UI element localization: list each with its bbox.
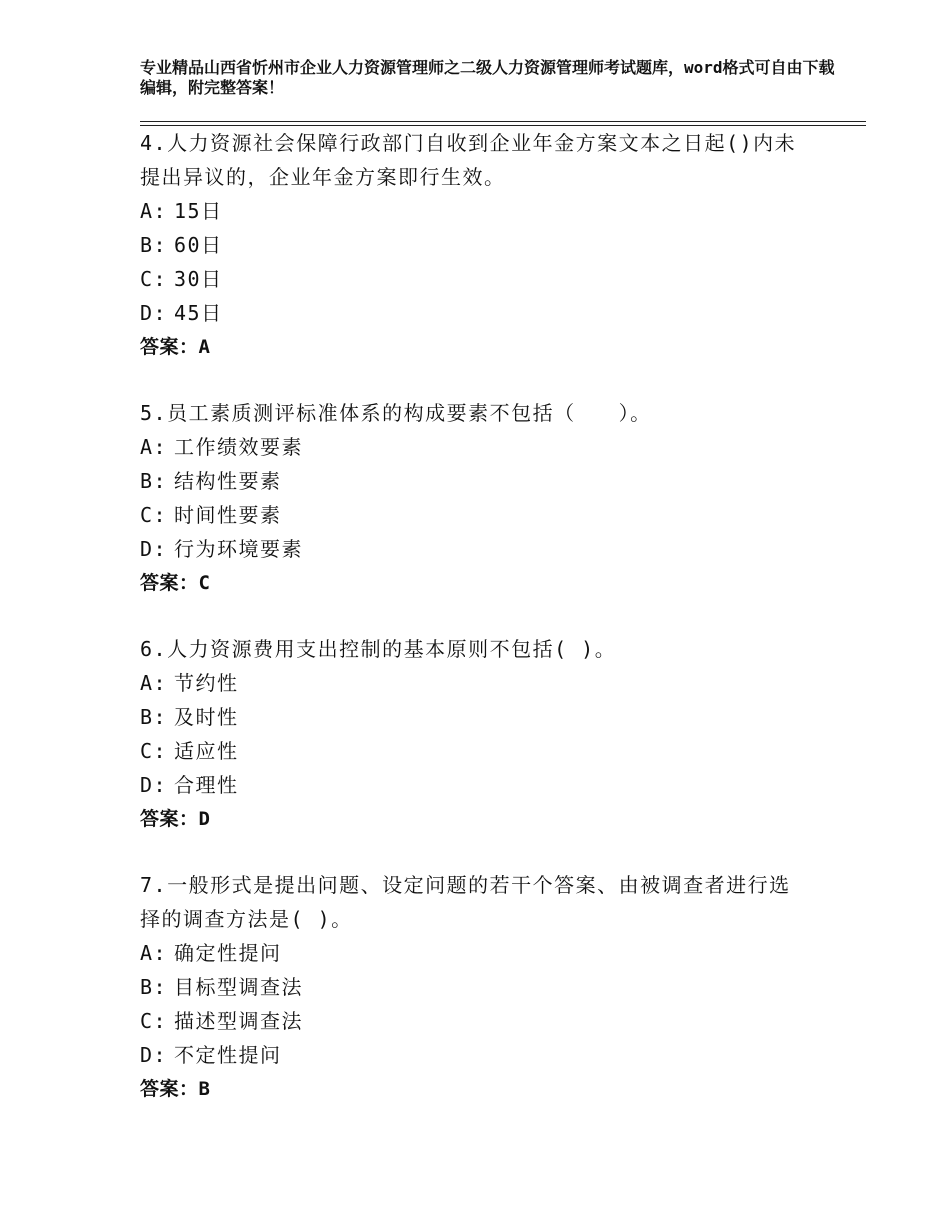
option-text: 30日 — [174, 267, 223, 291]
option-letter: D: — [140, 301, 168, 325]
option-d — [140, 1038, 810, 1072]
option-text: 15日 — [174, 199, 223, 223]
option-text: 60日 — [174, 233, 223, 257]
answer-label: 答案： — [140, 336, 199, 358]
option-a — [140, 666, 810, 700]
option-letter: B: — [140, 469, 168, 493]
option-letter: C: — [140, 503, 168, 527]
question-5 — [140, 396, 810, 600]
option-text: 时间性要素 — [174, 503, 282, 527]
option-text: 不定性提问 — [174, 1043, 282, 1067]
option-text: 结构性要素 — [174, 469, 282, 493]
question-7 — [140, 868, 810, 1106]
option-b — [140, 700, 810, 734]
option-text: 节约性 — [174, 671, 239, 695]
option-c — [140, 498, 810, 532]
answer-label: 答案： — [140, 1078, 199, 1100]
option-d — [140, 768, 810, 802]
question-text: 7.一般形式是提出问题、设定问题的若干个答案、由被调查者进行选择的调查方法是( )。 — [140, 873, 791, 931]
answer-label: 答案： — [140, 808, 199, 830]
option-letter: A: — [140, 941, 168, 965]
answer-line — [140, 802, 810, 836]
option-a — [140, 430, 810, 464]
option-text: 工作绩效要素 — [174, 435, 303, 459]
option-b — [140, 228, 810, 262]
option-c — [140, 262, 810, 296]
question-text: 5.员工素质测评标准体系的构成要素不包括（ ）。 — [140, 401, 652, 425]
option-b — [140, 970, 810, 1004]
option-text: 适应性 — [174, 739, 239, 763]
answer-label: 答案： — [140, 572, 199, 594]
answer-line — [140, 330, 810, 364]
option-text: 描述型调查法 — [174, 1009, 303, 1033]
option-letter: A: — [140, 671, 168, 695]
option-letter: A: — [140, 199, 168, 223]
answer-line — [140, 1072, 810, 1106]
option-a — [140, 936, 810, 970]
answer-value: A — [198, 336, 211, 358]
question-text: 6.人力资源费用支出控制的基本原则不包括( )。 — [140, 637, 617, 661]
option-letter: D: — [140, 773, 168, 797]
option-letter: B: — [140, 233, 168, 257]
option-letter: B: — [140, 975, 168, 999]
answer-value: D — [198, 808, 211, 830]
option-text: 行为环境要素 — [174, 537, 303, 561]
option-c — [140, 1004, 810, 1038]
option-d — [140, 296, 810, 330]
option-letter: D: — [140, 1043, 168, 1067]
option-b — [140, 464, 810, 498]
option-text: 目标型调查法 — [174, 975, 303, 999]
option-letter: C: — [140, 739, 168, 763]
option-letter: C: — [140, 267, 168, 291]
option-letter: B: — [140, 705, 168, 729]
option-d — [140, 532, 810, 566]
option-letter: C: — [140, 1009, 168, 1033]
answer-line — [140, 566, 810, 600]
option-text: 45日 — [174, 301, 223, 325]
question-text: 4.人力资源社会保障行政部门自收到企业年金方案文本之日起()内未提出异议的，企业年金方案即行生效。 — [140, 131, 797, 189]
option-letter: D: — [140, 537, 168, 561]
option-a — [140, 194, 810, 228]
question-6 — [140, 632, 810, 836]
option-c — [140, 734, 810, 768]
header-divider-top — [140, 121, 866, 122]
answer-value: B — [198, 1078, 211, 1100]
option-text: 合理性 — [174, 773, 239, 797]
question-list — [140, 126, 810, 1138]
document-header: 专业精品山西省忻州市企业人力资源管理师之二级人力资源管理师考试题库，word格式可自由下载编辑，附完整答案！ — [140, 58, 835, 97]
option-text: 及时性 — [174, 705, 239, 729]
option-text: 确定性提问 — [174, 941, 282, 965]
answer-value: C — [198, 572, 211, 594]
question-4 — [140, 126, 810, 364]
option-letter: A: — [140, 435, 168, 459]
